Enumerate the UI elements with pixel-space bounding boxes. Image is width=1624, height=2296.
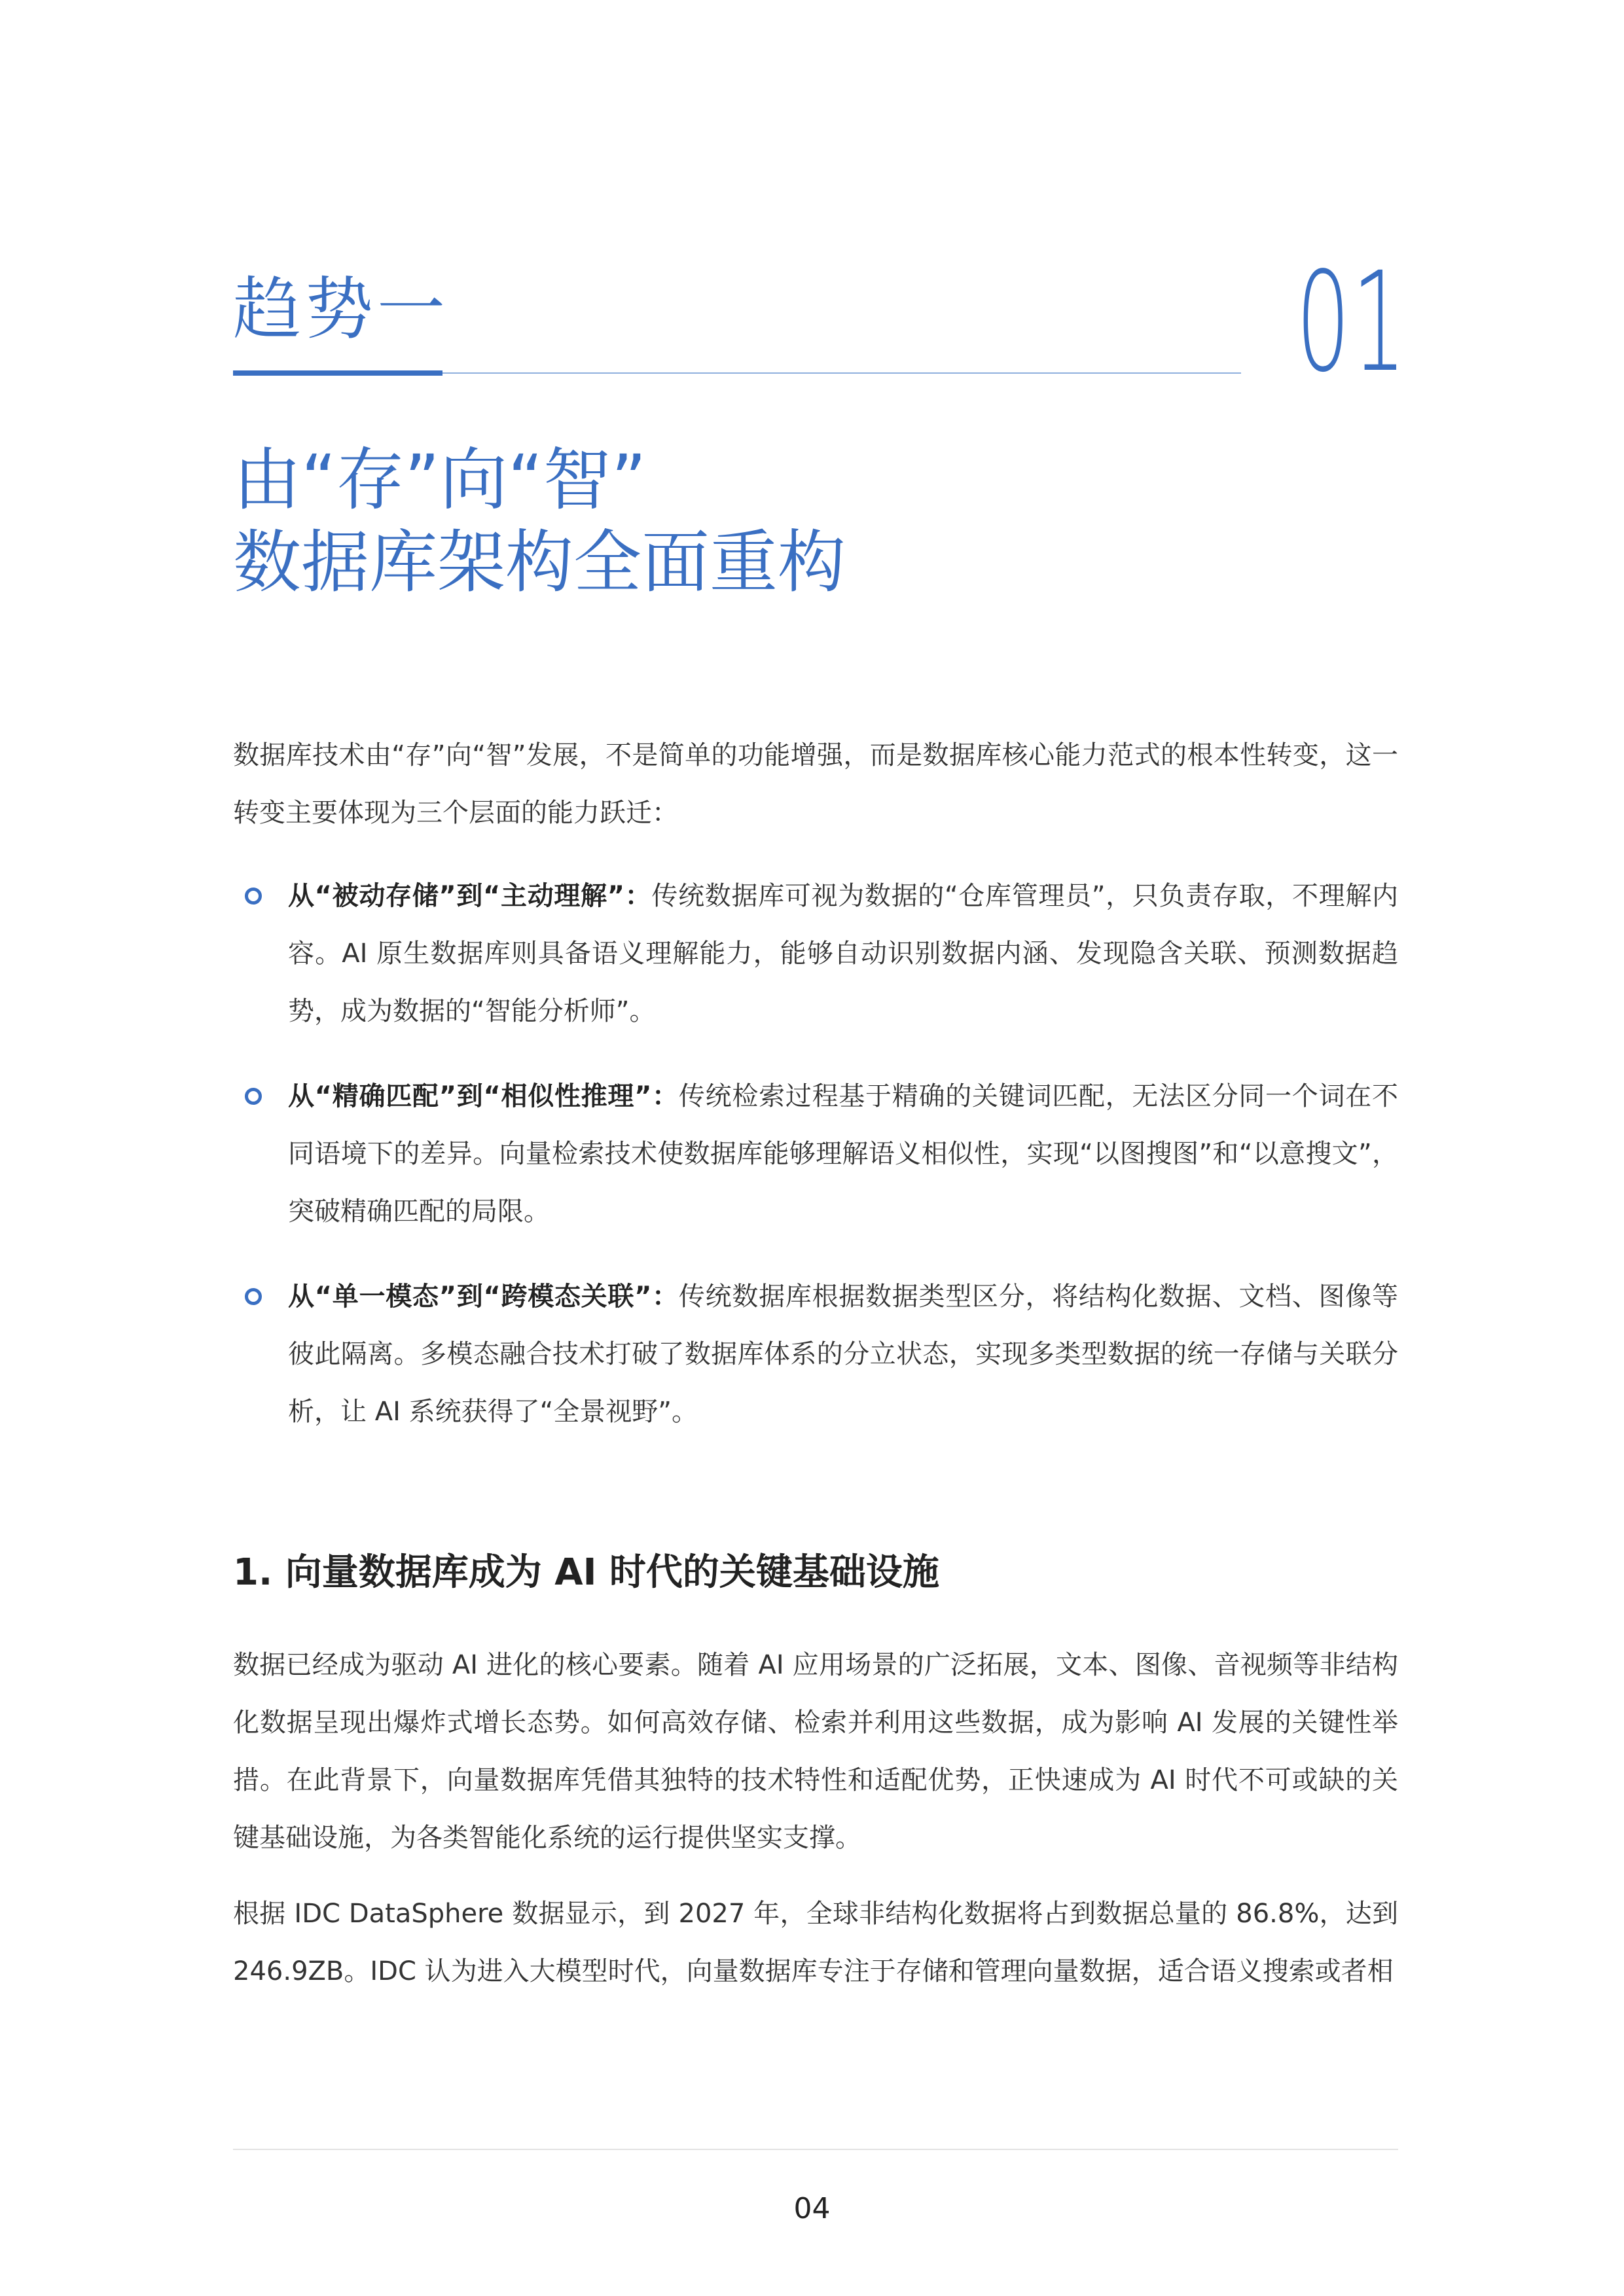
- section-paragraph-2: 根据 IDC DataSphere 数据显示，到 2027 年，全球非结构化数据将占到数据总量的 86.8%，达到 246.9ZB。IDC 认为进入大模型时代，向量数据库专注于存储和管理向量数据，适合语义搜索或者相: [233, 1899, 1398, 1986]
- circle-bullet-icon: [245, 1088, 262, 1105]
- bullet-title: 从“单一模态”到“跨模态关联”：: [288, 1282, 679, 1312]
- trend-label: 趋势一: [233, 269, 450, 349]
- header-rule-accent: [233, 370, 442, 376]
- circle-bullet-icon: [245, 1288, 262, 1305]
- page-number: 04: [793, 2192, 831, 2225]
- header-rule: [442, 372, 1241, 374]
- intro-paragraph: 数据库技术由“存”向“智”发展，不是简单的功能增强，而是数据库核心能力范式的根本性转变，这一转变主要体现为三个层面的能力跃迁：: [233, 740, 1398, 828]
- bullet-title: 从“被动存储”到“主动理解”：: [288, 881, 652, 911]
- trend-number: [1296, 242, 1476, 403]
- bullet-title: 从“精确匹配”到“相似性推理”：: [288, 1081, 679, 1111]
- section-paragraph-1: 数据已经成为驱动 AI 进化的核心要素。随着 AI 应用场景的广泛拓展，文本、图像、音视频等非结构化数据呈现出爆炸式增长态势。如何高效存储、检索并利用这些数据，成为影响 AI 发展的关键性举措。在此背景下，向量数据库凭借其独特的技术特性和适配优势，正快速成为 AI 时代不可或缺的关键基础设施，为各类智能化系统的运行提供坚实支撑。: [233, 1650, 1398, 1853]
- bullet-text: 传统检索过程基于精确的关键词匹配，无法区分同一个词在不同语境下的差异。向量检索技术使数据库能够理解语义相似性，实现“以图搜图”和“以意搜文”，突破精确匹配的局限。: [288, 1081, 1398, 1227]
- bullet-text: 传统数据库可视为数据的“仓库管理员”，只负责存取，不理解内容。AI 原生数据库则具备语义理解能力，能够自动识别数据内涵、发现隐含关联、预测数据趋势，成为数据的“智能分析师”。: [288, 881, 1399, 1026]
- page-title-line-1: 由“存”向“智”: [233, 440, 647, 520]
- footer-rule: [233, 2149, 1398, 2150]
- page-title: [233, 439, 1477, 603]
- list-item: [233, 1067, 1398, 1240]
- bullet-list: [233, 867, 1398, 1468]
- list-item: [233, 1268, 1398, 1441]
- section-heading: 1. 向量数据库成为 AI 时代的关键基础设施: [233, 1551, 939, 1594]
- list-item: [233, 867, 1398, 1040]
- bullet-text: 传统数据库根据数据类型区分，将结构化数据、文档、图像等彼此隔离。多模态融合技术打破了数据库体系的分立状态，实现多类型数据的统一存储与关联分析，让 AI 系统获得了“全景视野”。: [288, 1282, 1398, 1427]
- circle-bullet-icon: [245, 888, 262, 905]
- page-title-line-2: 数据库架构全面重构: [233, 522, 846, 602]
- trend-number-text: 01: [1296, 242, 1408, 403]
